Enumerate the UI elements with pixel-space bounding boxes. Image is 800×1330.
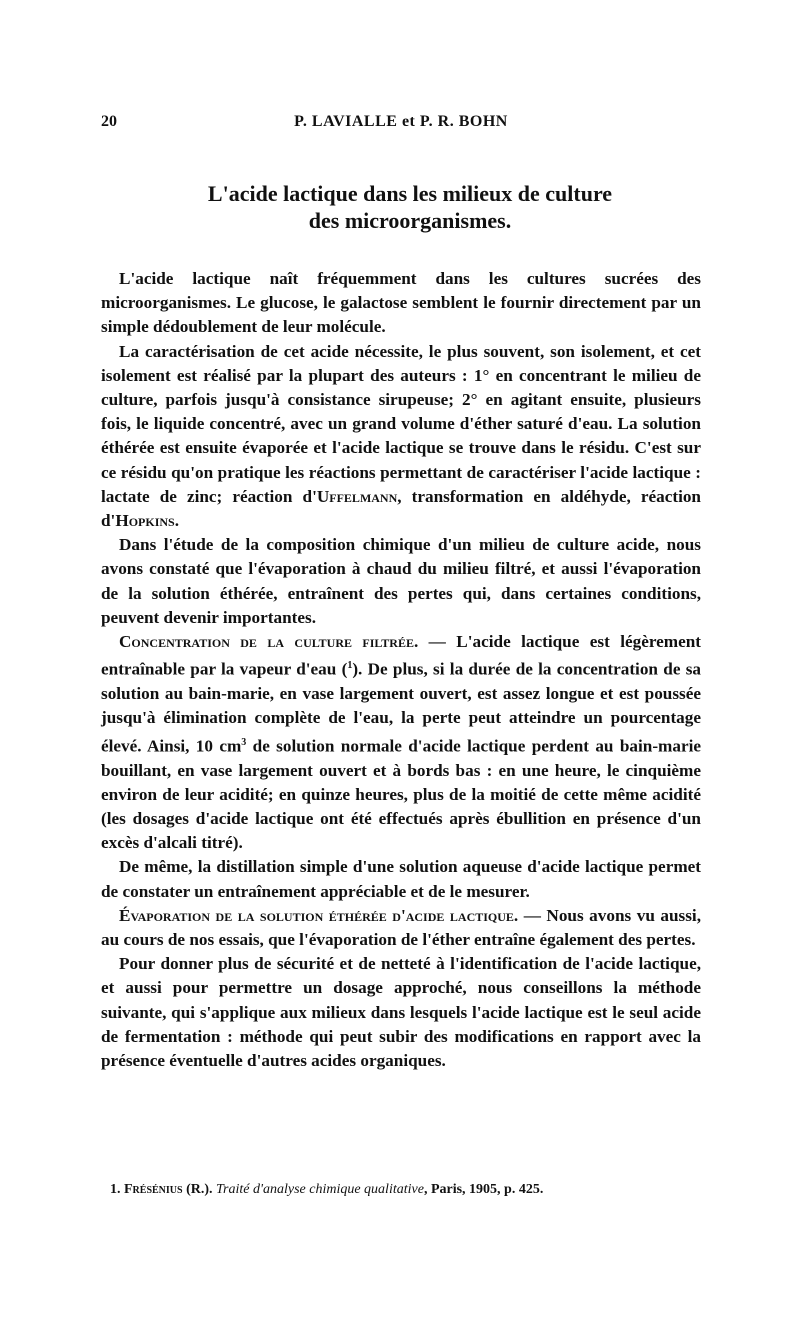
title-line-2: des microorganismes. xyxy=(308,208,512,233)
running-title: P. LAVIALLE et P. R. BOHN xyxy=(294,113,508,130)
paragraph-4-text-a: — L'acide lactique est légèrement entraînable par la vapeur d'eau ( xyxy=(101,632,701,679)
paragraph-4-text-b: ). De plus, si la durée de la concentration de sa solution au bain-marie, en vase largement ouvert, est assez longue et est poussée jusqu'à élimination complète de l'eau, la perte peut atteindre un pourcentage élevé. Ainsi, 10 cm xyxy=(101,659,701,756)
article-title xyxy=(100,180,720,234)
author-name-hopkins: Hopkins xyxy=(115,511,175,531)
unit-exponent: 3 xyxy=(241,736,247,748)
paragraph-6-text: — Nous avons vu aussi, au cours de nos essais, que l'évaporation de l'éther entraîne également des pertes. xyxy=(101,905,701,949)
paragraph-2 xyxy=(101,340,701,534)
footnote-reference: 1 xyxy=(347,660,353,672)
footnote-author: Frésénius xyxy=(124,1182,183,1197)
page-header xyxy=(101,113,701,137)
paragraph-6 xyxy=(101,904,701,952)
paragraph-2-text-c: . xyxy=(174,511,180,531)
paragraph-4-text-c: de solution normale d'acide lactique perdent au bain-marie bouillant, en vase largement ouvert et à bords bas : en une heure, le cinquième environ de leur acidité; en quinze heures, plus de la moitié de cette même acidité (les dosages d'acide lactique ont été effectués après ébullition en présence d'un excès d'alcali titré). xyxy=(101,736,701,853)
footnote xyxy=(110,1182,710,1198)
footnote-author-initial: (R.). xyxy=(182,1182,213,1197)
author-name-uffelmann: Uffelmann xyxy=(316,486,398,506)
footnote-work-title: Traité d'analyse chimique qualitative xyxy=(216,1182,424,1197)
footnote-publication: , Paris, 1905, p. 425. xyxy=(423,1182,544,1197)
section-heading-evaporation: Évaporation de la solution éthérée d'acide lactique. xyxy=(119,905,519,925)
paragraph-5: De même, la distillation simple d'une solution aqueuse d'acide lactique permet de constater un entraînement appréciable et de le mesurer. xyxy=(101,857,701,901)
article-body xyxy=(101,267,701,1073)
paragraph-3: Dans l'étude de la composition chimique d'un milieu de culture acide, nous avons constaté que l'évaporation à chaud du milieu filtré, et aussi l'évaporation de la solution éthérée, entraînent des pertes qui, dans certaines conditions, peuvent devenir importantes. xyxy=(101,535,701,627)
page-number: 20 xyxy=(101,113,117,130)
paragraph-2-text-b: , transformation en aldéhyde, réaction d' xyxy=(101,486,701,531)
paragraph-7: Pour donner plus de sécurité et de netteté à l'identification de l'acide lactique, et aussi pour permettre un dosage approché, nous conseillons la méthode suivante, qui s'applique aux milieux dans lesquels l'acide lactique est le seul acide de fermentation : méthode qui peut subir des modifications en rapport avec la présence éventuelle d'autres acides organiques. xyxy=(101,954,701,1070)
section-heading-concentration: Concentration de la culture filtrée. xyxy=(119,632,419,652)
title-line-1: L'acide lactique dans les milieux de culture xyxy=(207,181,613,206)
footnote-marker: 1. xyxy=(110,1182,121,1197)
paragraph-2-text-a: La caractérisation de cet acide nécessite, le plus souvent, son isolement, et cet isolement est réalisé par la plupart des auteurs : 1° en concentrant le milieu de culture, parfois jusqu'à consistance sirupeuse; 2° en agitant ensuite, plusieurs fois, le liquide concentré, avec un grand volume d'éther saturé d'eau. La solution éthérée est ensuite évaporée et l'acide lactique se trouve dans le résidu. C'est sur ce résidu qu'on pratique les réactions permettant de caractériser l'acide lactique : lactate de zinc; réaction d' xyxy=(101,341,701,506)
paragraph-4 xyxy=(101,630,701,855)
paragraph-1: L'acide lactique naît fréquemment dans les cultures sucrées des microorganismes. Le glucose, le galactose semblent le fournir directement par un simple dédoublement de leur molécule. xyxy=(101,269,701,337)
